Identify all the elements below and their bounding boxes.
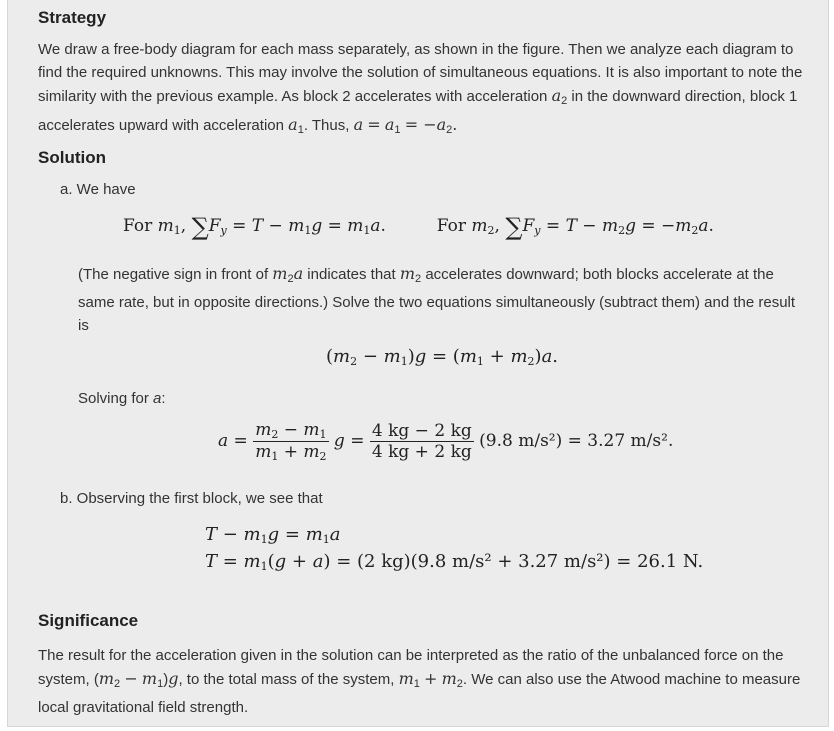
part-b-label: b. Observing the first block, we see that [60,490,323,507]
equation-tension-2: $T = m_1(g + a) = (2$ kg)(9.8 m/s² + 3.27 m/s²) = 26.1 N. [205,551,704,573]
negative-sign-note: (The negative sign in front of $m_2a$ indicates that $m_2$ accelerates downward; both blocks accelerate at the same rate, but in opposite directions.) Solve the two equations simultaneously (subtract them) and the result is [78,264,796,334]
solution-heading: Solution [38,148,106,167]
significance-paragraph: The result for the acceleration given in the solution can be interpreted as the ratio of the unbalanced force on the system, $(m_2 - m_1)g$, to the total mass of the system, $m_1 + m_2$. We can also use the Atwood machine to measure local gravitational field strength. [38,647,801,716]
equation-combined: $(m_2 - m_1)g = (m_1 + m_2)a$. [326,346,559,368]
strategy-heading: Strategy [38,8,107,27]
part-a-label: a. We have [60,181,136,198]
equation-force-sums: For $m_1$, $\sum F_y = T - m_1g = m_1a$. For $m_2$, $\sum F_y = T - m_2g = -m_2a$. [123,213,714,241]
significance-heading: Significance [38,611,139,630]
strategy-paragraph: We draw a free-body diagram for each mass separately, as shown in the figure. Then we analyze each diagram to find the required unknowns. This may involve the solution of simultaneous equations. It is also important to note the similarity with the previous example. As block 2 accelerates with acceleration $a_2$ in the downward direction, block 1 accelerates upward with acceleration $a_1$. Thus, $a = a_1 = -a_2$. [38,41,803,136]
solving-for-a: Solving for a: [78,390,166,407]
equation-tension-1: $T - m_1g = m_1a$ [205,524,341,546]
equation-acceleration: a = $\frac{m_2 - m_1}{m_1 + m_2}$ g = $\frac{4 kg - 2 kg}{4 kg + 2 kg}$ (9.8 m/s²) = 3.27 m/s². [218,420,674,463]
example-box [7,0,829,727]
